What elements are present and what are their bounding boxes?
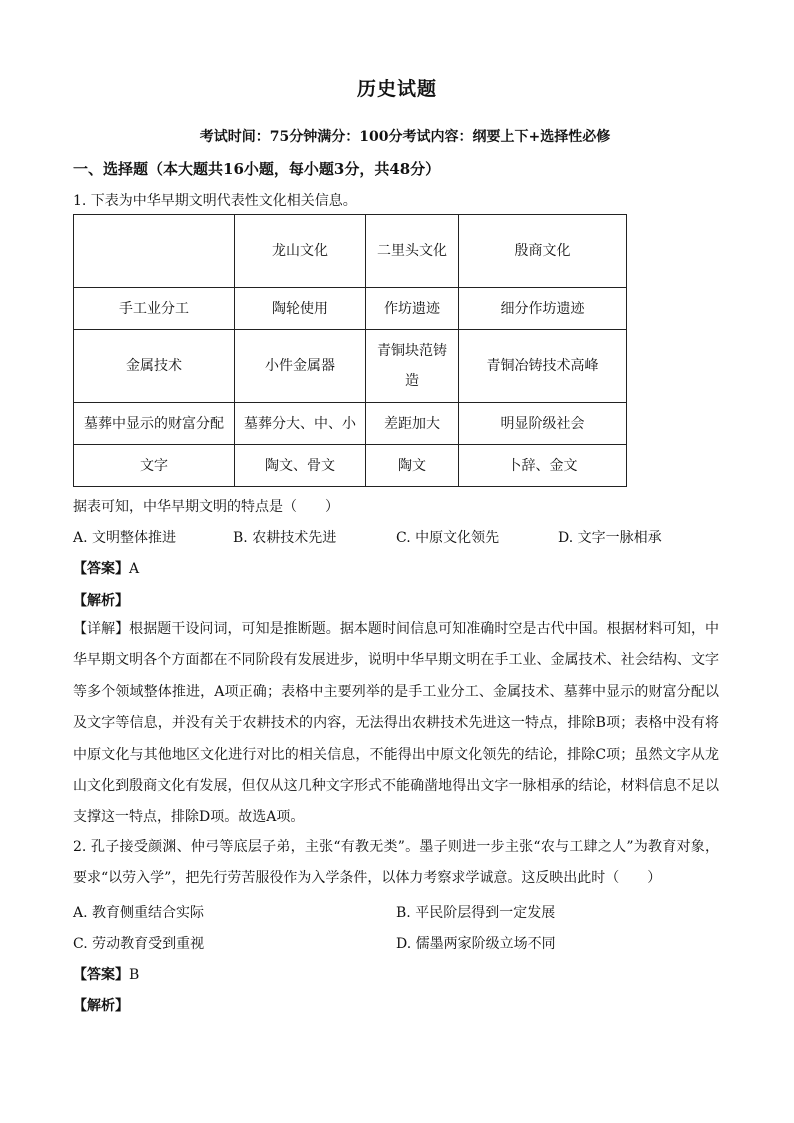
table-cell: 卜辞、金文 — [459, 445, 627, 487]
q2-option-a: A. 教育侧重结合实际 — [73, 905, 205, 921]
table-cell: 青铜块范铸造 — [366, 330, 459, 403]
table-header-cell — [74, 215, 235, 288]
table-cell: 作坊遗迹 — [366, 288, 459, 330]
q1-stem: 1. 下表为中华早期文明代表性文化相关信息。 — [73, 193, 357, 209]
answer-value: B — [129, 967, 140, 983]
table-cell: 陶文、骨文 — [235, 445, 366, 487]
q1-option-c: C. 中原文化领先 — [396, 530, 500, 546]
q2-option-b: B. 平民阶层得到一定发展 — [396, 905, 556, 921]
table-row — [74, 445, 627, 487]
q1-option-a: A. 文明整体推进 — [73, 530, 177, 546]
section-heading: 一、选择题（本大题共16小题，每小题3分，共48分） — [73, 160, 441, 178]
table-row — [74, 330, 627, 403]
table-header-cell: 龙山文化 — [235, 215, 366, 288]
q1-detail: 【详解】根据题干设问词，可知是推断题。据本题时间信息可知准确时空是古代中国。根据材料可知，中华早期文明各个方面都在不同阶段有发展进步，说明中华早期文明在手工业、金属技术、社会结构、文字等多个领域整体推进，A项正确；表格中主要列举的是手工业分工、金属技术、墓葬中显示的财富分配以及文字等信息，并没有关于农耕技术的内容，无法得出农耕技术先进这一特点，排除B项；表格中没有将中原文化与其他地区文化进行对比的相关信息，不能得出中原文化领先的结论，排除C项；虽然文字从龙山文化到殷商文化有发展，但仅从这几种文字形式不能确凿地得出文字一脉相承的结论，材料信息不足以支撑这一特点，排除D项。故选A项。 — [73, 621, 719, 826]
answer-label: 【答案】 — [73, 561, 129, 577]
q2-analysis-label: 【解析】 — [73, 998, 129, 1014]
table-cell: 金属技术 — [74, 330, 235, 403]
table-cell: 文字 — [74, 445, 235, 487]
q2-answer — [73, 964, 139, 984]
table-cell: 墓葬分大、中、小 — [235, 403, 366, 445]
q1-option-d: D. 文字一脉相承 — [558, 530, 662, 546]
table-cell: 墓葬中显示的财富分配 — [74, 403, 235, 445]
q1-option-b: B. 农耕技术先进 — [233, 530, 337, 546]
table-cell: 细分作坊遗迹 — [459, 288, 627, 330]
table-cell: 差距加大 — [366, 403, 459, 445]
table-cell: 青铜冶铸技术高峰 — [459, 330, 627, 403]
table-row — [74, 288, 627, 330]
table-header-cell: 二里头文化 — [366, 215, 459, 288]
table-header-cell: 殷商文化 — [459, 215, 627, 288]
q1-answer — [73, 558, 139, 578]
q1-question: 据表可知，中华早期文明的特点是（ ） — [73, 499, 339, 515]
page-title: 历史试题 — [356, 78, 437, 100]
table-cell: 明显阶级社会 — [459, 403, 627, 445]
table-row — [74, 403, 627, 445]
table-cell: 小件金属器 — [235, 330, 366, 403]
answer-label: 【答案】 — [73, 967, 129, 983]
q2-option-d: D. 儒墨两家阶级立场不同 — [396, 936, 556, 952]
table-cell: 陶文 — [366, 445, 459, 487]
q2-option-c: C. 劳动教育受到重视 — [73, 936, 205, 952]
table-cell: 手工业分工 — [74, 288, 235, 330]
table-cell: 陶轮使用 — [235, 288, 366, 330]
q2-stem: 2. 孔子接受颜渊、仲弓等底层子弟，主张“有教无类”。墨子则进一步主张“农与工肆之人”为教育对象，要求“以劳入学”，把先行劳苦服役作为入学条件，以体力考察求学诚意。这反映出此时（ ） — [73, 839, 719, 887]
table-header-row — [74, 215, 627, 288]
answer-value: A — [129, 561, 140, 577]
q1-analysis-label: 【解析】 — [73, 593, 129, 609]
culture-table — [73, 214, 627, 487]
exam-info: 考试时间：75分钟满分：100分考试内容：纲要上下+选择性必修 — [199, 129, 611, 145]
